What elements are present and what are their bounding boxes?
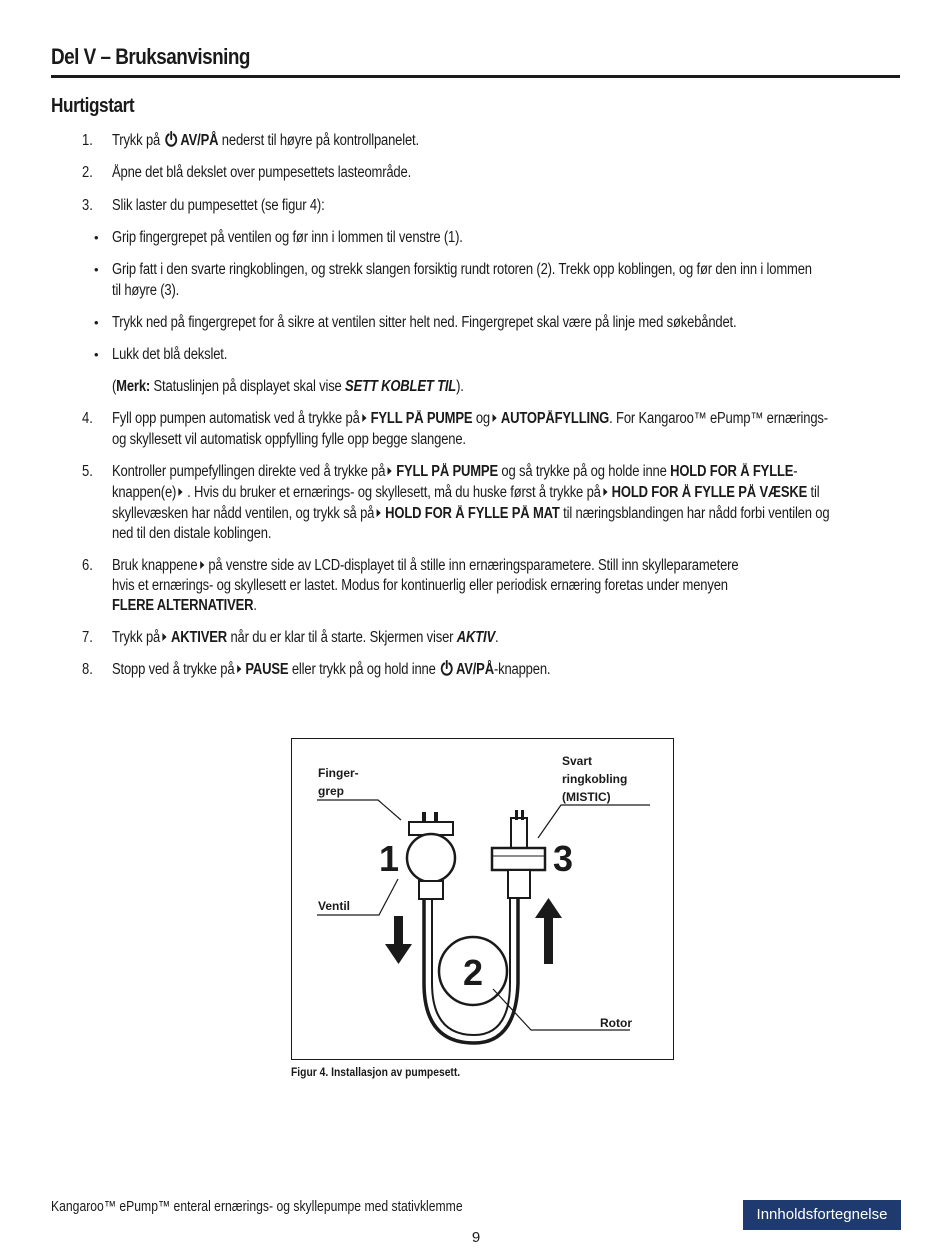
bullet-3-text: Trykk ned på fingergrepet for å sikre at ventilen sitter helt ned. Fingergrepet skal være på linje med søkebåndet. [112, 314, 737, 331]
step-6-line-2: hvis et ernærings- og skyllesett er lastet. Modus for kontinuerlig eller periodisk ernæring foretas under menyen [112, 577, 728, 594]
bullet-2-line-1: Grip fatt i den svarte ringkoblingen, og strekk slangen forsiktig rundt rotoren (2). Trekk opp koblingen, og før den inn i lommen [112, 261, 812, 278]
number-3: 3 [553, 838, 574, 879]
bullet-icon: • [94, 262, 99, 277]
step-5-line-4: ned til den distale koblingen. [112, 525, 272, 542]
label-fingergrep-2: grep [318, 784, 345, 798]
step-5-line-3: skyllevæsken har nådd ventilen, og trykk så på HOLD FOR Å FYLLE PÅ MAT til næringsblandingen har nådd forbi ventilen og [112, 505, 830, 522]
step-3-text: Slik laster du pumpesettet (se figur 4): [112, 197, 325, 214]
page-number: 9 [471, 1229, 481, 1246]
step-number: 2. [82, 164, 93, 181]
section-title: Hurtigstart [51, 95, 135, 117]
figure-caption: Figur 4. Installasjon av pumpesett. [291, 1065, 461, 1079]
power-button-label: AV/PÅ [180, 132, 219, 149]
label-rotor: Rotor [600, 1016, 632, 1030]
step-6-line-1: Bruk knappene på venstre side av LCD-displayet til å stille inn ernæringsparametere. Still inn skylleparametere [112, 557, 739, 574]
number-2: 2 [463, 952, 484, 993]
label-ventil: Ventil [318, 899, 351, 913]
arrow-icon [200, 561, 204, 569]
arrow-icon [377, 509, 381, 517]
power-icon [441, 660, 454, 676]
note-text: (Merk: Statuslinjen på displayet skal vise SETT KOBLET TIL). [112, 378, 464, 395]
heading-rule [51, 75, 900, 78]
step-5-line-2: knappen(e) . Hvis du bruker et ernærings- og skyllesett, må du huske først å trykke på HOLD FOR Å FYLLE PÅ VÆSKE til [112, 484, 820, 501]
step-5-line-1: Kontroller pumpefyllingen direkte ved å trykke på FYLL PÅ PUMPE og så trykke på og holde inne HOLD FOR Å FYLLE- [112, 463, 798, 480]
label-fingergrep-1: Finger- [318, 766, 359, 780]
ring-connector-icon [492, 848, 545, 870]
bullet-1-text: Grip fingergrepet på ventilen og før inn i lommen til venstre (1). [112, 229, 463, 246]
bullet-icon: • [94, 315, 99, 330]
step-number: 5. [82, 463, 93, 480]
step-8-text: Stopp ved å trykke på PAUSE eller trykk på og hold inne AV/PÅ-knappen. [112, 661, 551, 678]
arrow-icon [388, 467, 392, 475]
number-1: 1 [379, 838, 400, 879]
page-heading: Del V – Bruksanvisning [51, 44, 250, 69]
step-number: 3. [82, 197, 93, 214]
step-number: 8. [82, 661, 93, 678]
step-7-text: Trykk på AKTIVER når du er klar til å starte. Skjermen viser AKTIV. [112, 629, 499, 646]
table-of-contents-button[interactable]: Innholdsfortegnelse [743, 1200, 901, 1230]
bullet-icon: • [94, 347, 99, 362]
step-number: 6. [82, 557, 93, 574]
arrow-icon [362, 414, 366, 422]
pump-set-figure [291, 738, 674, 1060]
arrow-icon [603, 488, 607, 496]
valve-icon [407, 834, 455, 882]
step-1-text: Trykk på AV/PÅ nederst til høyre på kontrollpanelet. [112, 132, 419, 149]
status-text: SETT KOBLET TIL [345, 378, 457, 395]
step-2-text: Åpne det blå dekslet over pumpesettets lasteområde. [112, 164, 412, 181]
arrow-icon [492, 414, 496, 422]
step-4-line-2: og skyllesett vil automatisk oppfylling fylle opp begge slangene. [112, 431, 466, 448]
footer-product-name: Kangaroo™ ePump™ enteral ernærings- og skyllepumpe med stativklemme [51, 1199, 463, 1215]
note-label: Merk: [116, 378, 151, 395]
arrow-icon [237, 665, 241, 673]
step-4-line-1: Fyll opp pumpen automatisk ved å trykke på FYLL PÅ PUMPE og AUTOPÅFYLLING. For Kangaroo™ ePump™ ernærings- [112, 410, 828, 427]
label-svart-2: ringkobling [562, 772, 628, 786]
power-icon [165, 131, 178, 147]
bullet-icon: • [94, 230, 99, 245]
bullet-2-line-2: til høyre (3). [112, 282, 180, 299]
step-number: 7. [82, 629, 93, 646]
bullet-4-text: Lukk det blå dekslet. [112, 346, 228, 363]
label-svart-1: Svart [562, 754, 593, 768]
label-svart-3: (MISTIC) [562, 790, 611, 804]
arrow-icon [163, 633, 167, 641]
step-number: 1. [82, 132, 93, 149]
arrow-icon [179, 488, 183, 496]
step-6-line-3: FLERE ALTERNATIVER. [112, 597, 257, 614]
step-number: 4. [82, 410, 93, 427]
